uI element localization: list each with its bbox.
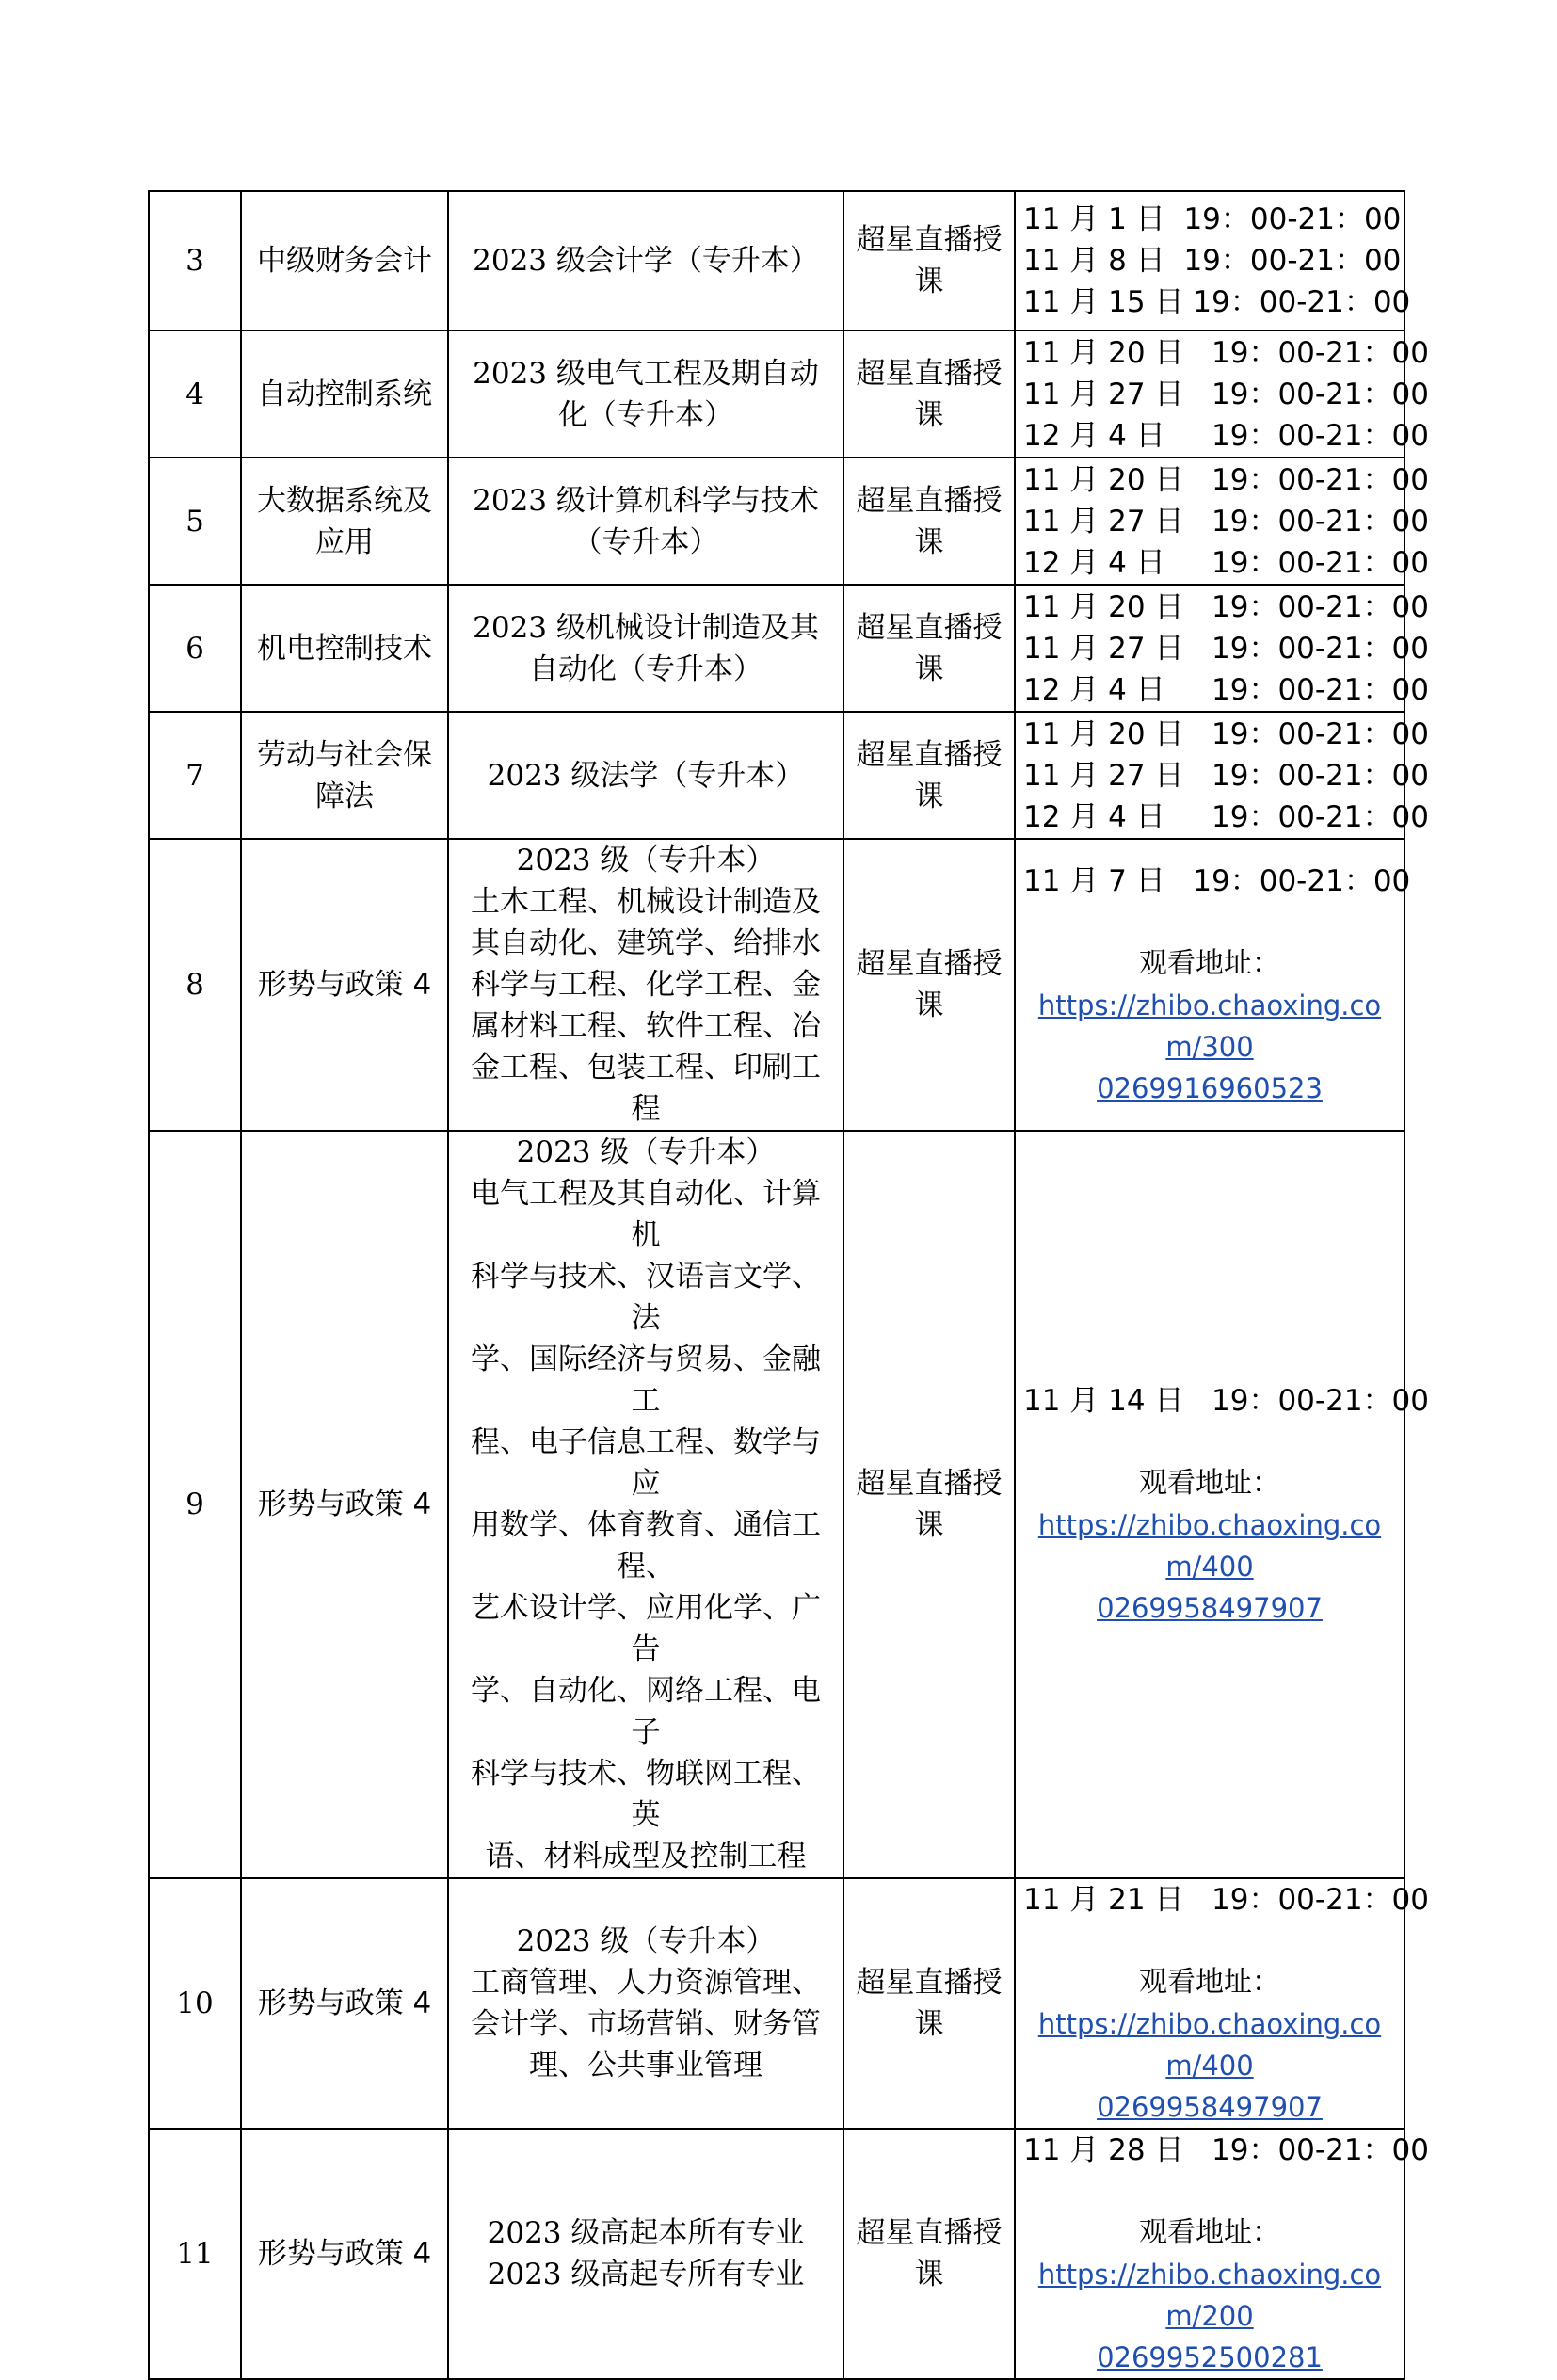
major-line: 科学与工程、化学工程、金 (471, 968, 821, 1002)
course-name: 机电控制技术 (241, 585, 448, 712)
schedule-time (1015, 585, 1429, 712)
target-majors (448, 191, 843, 330)
watch-link[interactable]: https://zhibo.chaoxing.com/400 (1037, 1509, 1382, 1583)
teaching-mode: 超星直播授课 (843, 839, 1015, 1131)
teaching-mode: 超星直播授课 (843, 330, 1015, 458)
row-number: 4 (149, 330, 241, 458)
course-schedule-table (148, 190, 1429, 2380)
table-row (149, 2129, 1405, 2379)
major-line: 电气工程及其自动化、计算机 (471, 1177, 821, 1252)
session-time: 11 月 27 日 19：00-21：00 (1023, 758, 1429, 793)
session-time: 11 月 27 日 19：00-21：00 (1023, 504, 1429, 539)
schedule-time (1015, 330, 1429, 458)
major-line: 自动化（专升本） (529, 651, 762, 686)
course-name: 形势与政策 4 (241, 1878, 448, 2129)
major-line: 其自动化、建筑学、给排水 (471, 926, 821, 960)
major-line: 2023 级法学（专升本） (487, 758, 805, 793)
major-line: 属材料工程、软件工程、冶 (471, 1009, 821, 1043)
document-page (148, 190, 1429, 2380)
schedule-time (1015, 712, 1429, 839)
major-line: 工商管理、人力资源管理、 (471, 1966, 821, 2000)
major-line: 2023 级（专升本） (516, 844, 776, 877)
watch-link[interactable]: 0269958497907 (1097, 2091, 1323, 2123)
table-row (149, 458, 1405, 585)
row-number: 7 (149, 712, 241, 839)
target-majors (448, 839, 843, 1131)
table-row (149, 839, 1405, 1131)
course-name: 大数据系统及应用 (241, 458, 448, 585)
course-name: 劳动与社会保障法 (241, 712, 448, 839)
watch-link[interactable]: 0269916960523 (1097, 1072, 1323, 1104)
major-line: 科学与技术、物联网工程、英 (471, 1757, 821, 1832)
watch-link[interactable]: 0269958497907 (1097, 1592, 1323, 1624)
schedule-time (1015, 458, 1429, 585)
teaching-mode: 超星直播授课 (843, 1878, 1015, 2129)
major-line: 学、国际经济与贸易、金融工 (471, 1343, 821, 1418)
watch-address-label: 观看地址： (1139, 1966, 1280, 1999)
major-line: 金工程、包装工程、印刷工 (471, 1051, 821, 1085)
session-time: 11 月 20 日 19：00-21：00 (1023, 589, 1429, 624)
watch-link[interactable]: https://zhibo.chaoxing.com/300 (1037, 989, 1382, 1063)
major-line: 2023 级机械设计制造及其 (473, 610, 819, 645)
target-majors (448, 330, 843, 458)
teaching-mode: 超星直播授课 (843, 2129, 1015, 2379)
major-line: 会计学、市场营销、财务管 (471, 2007, 821, 2041)
row-number: 5 (149, 458, 241, 585)
target-majors (448, 1131, 843, 1878)
session-time: 12 月 4 日 19：00-21：00 (1023, 545, 1429, 580)
row-number: 11 (149, 2129, 241, 2379)
schedule-time (1015, 1878, 1429, 2129)
session-time: 11 月 14 日 19：00-21：00 (1023, 1384, 1429, 1418)
row-number: 6 (149, 585, 241, 712)
watch-address-label: 观看地址： (1139, 2216, 1280, 2249)
row-number: 10 (149, 1878, 241, 2129)
table-row (149, 712, 1405, 839)
target-majors (448, 2129, 843, 2379)
watch-address-label: 观看地址： (1139, 947, 1280, 980)
teaching-mode: 超星直播授课 (843, 585, 1015, 712)
major-line: 2023 级电气工程及期自动 (473, 356, 819, 391)
schedule-time (1015, 1131, 1429, 1878)
target-majors (448, 1878, 843, 2129)
session-time: 12 月 4 日 19：00-21：00 (1023, 672, 1429, 707)
teaching-mode: 超星直播授课 (843, 458, 1015, 585)
teaching-mode: 超星直播授课 (843, 1131, 1015, 1878)
watch-link[interactable]: 0269952500281 (1097, 2341, 1323, 2373)
table-row (149, 1878, 1405, 2129)
session-time: 11 月 20 日 19：00-21：00 (1023, 462, 1429, 497)
session-time: 11 月 1 日 19：00-21：00 (1023, 202, 1402, 236)
teaching-mode: 超星直播授课 (843, 191, 1015, 330)
major-line: 语、材料成型及控制工程 (485, 1840, 807, 1873)
table-row (149, 191, 1405, 330)
major-line: 2023 级（专升本） (516, 1135, 776, 1169)
table-row (149, 585, 1405, 712)
schedule-time (1015, 839, 1411, 1131)
major-line: （专升本） (572, 524, 719, 559)
course-name: 形势与政策 4 (241, 839, 448, 1131)
row-number: 3 (149, 191, 241, 330)
row-number: 9 (149, 1131, 241, 1878)
table-row (149, 1131, 1405, 1878)
session-time: 11 月 21 日 19：00-21：00 (1023, 1883, 1429, 1917)
target-majors (448, 458, 843, 585)
session-time: 11 月 15 日 19：00-21：00 (1023, 285, 1411, 319)
session-time: 11 月 7 日 19：00-21：00 (1023, 864, 1411, 898)
session-time: 12 月 4 日 19：00-21：00 (1023, 799, 1429, 834)
target-majors (448, 712, 843, 839)
major-line: 程、电子信息工程、数学与应 (471, 1425, 821, 1501)
watch-link[interactable]: https://zhibo.chaoxing.com/400 (1037, 2008, 1382, 2082)
schedule-time (1015, 2129, 1429, 2379)
major-line: 理、公共事业管理 (529, 2049, 762, 2082)
major-line: 2023 级（专升本） (516, 1924, 776, 1958)
major-line: 程 (631, 1092, 661, 1126)
major-line: 学、自动化、网络工程、电子 (471, 1674, 821, 1749)
session-time: 12 月 4 日 19：00-21：00 (1023, 418, 1429, 453)
course-name: 形势与政策 4 (241, 1131, 448, 1878)
major-line: 化（专升本） (558, 397, 733, 432)
session-time: 11 月 27 日 19：00-21：00 (1023, 631, 1429, 666)
major-line: 2023 级高起专所有专业 (487, 2258, 805, 2292)
major-line: 2023 级高起本所有专业 (487, 2216, 805, 2250)
major-line: 艺术设计学、应用化学、广告 (471, 1591, 821, 1666)
watch-address-label: 观看地址： (1139, 1467, 1280, 1500)
course-name: 形势与政策 4 (241, 2129, 448, 2379)
session-time: 11 月 20 日 19：00-21：00 (1023, 716, 1429, 751)
teaching-mode: 超星直播授课 (843, 712, 1015, 839)
table-row (149, 330, 1405, 458)
schedule-time (1015, 191, 1411, 330)
major-line: 科学与技术、汉语言文学、法 (471, 1260, 821, 1335)
session-time: 11 月 27 日 19：00-21：00 (1023, 377, 1429, 411)
course-name: 中级财务会计 (241, 191, 448, 330)
session-time: 11 月 20 日 19：00-21：00 (1023, 335, 1429, 370)
session-time: 11 月 8 日 19：00-21：00 (1023, 244, 1402, 278)
major-line: 2023 级会计学（专升本） (473, 244, 819, 278)
major-line: 2023 级计算机科学与技术 (473, 483, 819, 518)
major-line: 土木工程、机械设计制造及 (471, 885, 821, 919)
watch-link[interactable]: https://zhibo.chaoxing.com/200 (1037, 2259, 1382, 2332)
session-time: 11 月 28 日 19：00-21：00 (1023, 2133, 1429, 2167)
target-majors (448, 585, 843, 712)
schedule-body (149, 191, 1429, 2379)
row-number: 8 (149, 839, 241, 1131)
course-name: 自动控制系统 (241, 330, 448, 458)
major-line: 用数学、体育教育、通信工程、 (471, 1508, 821, 1584)
